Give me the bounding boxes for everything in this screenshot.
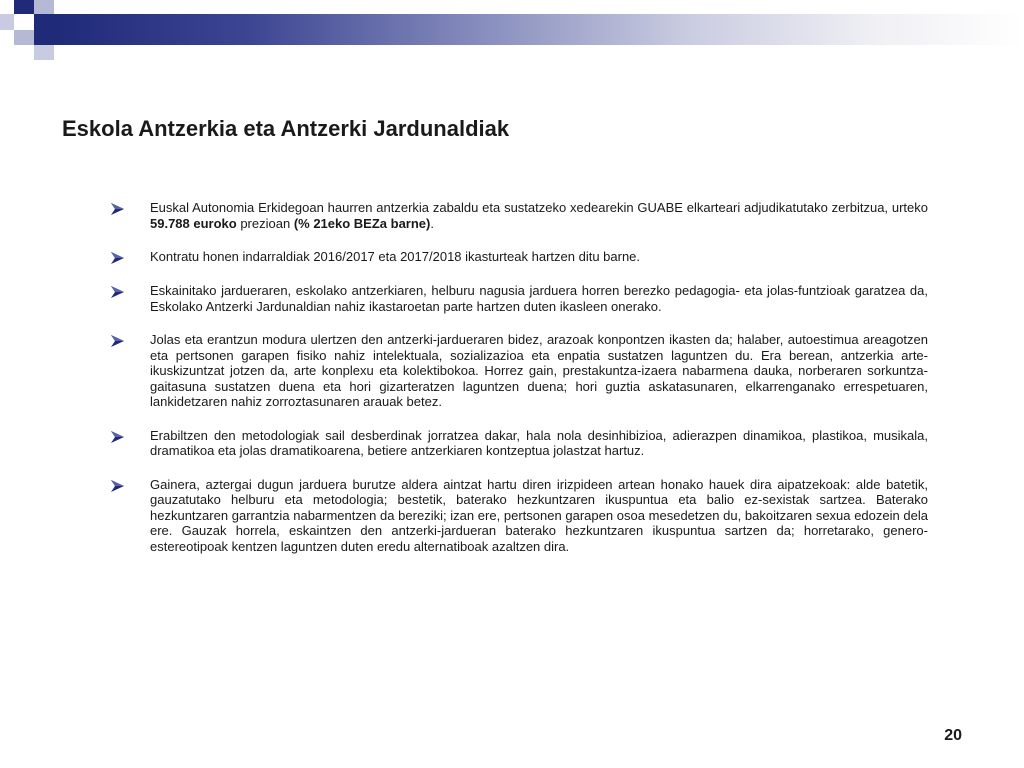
text-run: Jolas eta erantzun modura ulertzen den antzerki-jardueraren bidez, arazoak konpontzen ikasten da; halaber, autoestimua areagotzen eta pertsonen garapen fisiko nahiz intelektuala, sozializazioa eta enpatia sustatzen laguntzen du. Era berean, antzerkia arte-ikuskizuntzat jotzen da, arte konplexu eta kolektibokoa. Horrez gain, prestakuntza-izaera nabarmena dauka, norberaren sorkuntza-gaitasuna sustatzen duena eta hori gizarteratzen laguntzen duena; hori guztia askatasunaren, elkarrenganako errespetuaren, lankidetzaren nahiz zorroztasunaren arauak betez. [150, 332, 928, 409]
text-run: Euskal Autonomia Erkidegoan haurren antzerkia zabaldu eta sustatzeko xedearekin GUABE elkarteari adjudikatutako zerbitzua, urteko [150, 200, 928, 215]
page-number: 20 [944, 727, 962, 744]
text-run: Kontratu honen indarraldiak 2016/2017 eta 2017/2018 ikasturteak hartzen ditu barne. [150, 249, 641, 264]
slide-title: Eskola Antzerkia eta Antzerki Jardunaldiak [62, 116, 510, 141]
text-run: prezioan [236, 215, 294, 231]
bullet-text [150, 249, 928, 265]
decor-square [14, 30, 34, 45]
text-run: Eskainitako jardueraren, eskolako antzerkiaren, helburu nagusia jarduera horren berezko pedagogia- eta jolas-funtzioak garatzea da, Eskolako Antzerki Jardunaldian nahiz ikastaroetan parte hartzen duten ikasleen onerako. [150, 283, 928, 314]
bullet-text [150, 200, 928, 231]
decor-square [0, 14, 14, 30]
decor-square [14, 14, 34, 30]
bullet-text [150, 428, 928, 459]
arrowhead-bullet-icon [110, 202, 126, 216]
bullet-item [110, 283, 928, 314]
bold-text: (% 21eko BEZa barne) [293, 215, 431, 231]
arrowhead-bullet-icon [110, 430, 126, 444]
bullet-item [110, 249, 928, 265]
bullet-text [150, 477, 928, 555]
text-run: Gainera, aztergai dugun jarduera burutze aldera aintzat hartu diren irizpideen artean honako hauek dira aipatzekoak: alde batetik, gauzatutako helburu eta metodologia; bestetik, baterako hezkuntzaren ikuspuntua eta balio ez-sexistak sartzea. Baterako hezkuntzaren garrantzia nabarmentzen da bereziki; izan ere, pertsonen garapen osoa mesedetzen du, bakoitzaren sexua edozein dela ere. Gauzak horrela, eskaintzen den antzerki-jardueran baterako hezkuntzaren ikuspuntua sartzen da; horretarako, genero-estereotipoak kentzen laguntzen duten eredu alternatiboak azaltzen dira. [150, 476, 928, 554]
decor-square [34, 14, 54, 45]
arrowhead-bullet-icon [110, 285, 126, 299]
text-run: . [430, 215, 434, 231]
arrowhead-bullet-icon [110, 479, 126, 493]
decor-square [14, 0, 34, 14]
arrowhead-bullet-icon [110, 251, 126, 265]
bold-text: 59.788 euroko [150, 215, 237, 231]
bullet-item [110, 428, 928, 459]
header-gradient-bar [54, 14, 1024, 45]
arrowhead-bullet-icon [110, 334, 126, 348]
bullet-text [150, 332, 928, 410]
bullet-item [110, 200, 928, 231]
text-run: Erabiltzen den metodologiak sail desberdinak jorratzea dakar, hala nola desinhibizioa, adierazpen dinamikoa, plastikoa, musikala, dramatikoa eta jolas dramatikoarena, betiere antzerkiaren kontzeptua jolastzat hartuz. [150, 427, 928, 458]
header-decoration [0, 0, 1024, 60]
bullet-list [110, 200, 928, 572]
decor-square [34, 0, 54, 14]
bullet-item [110, 477, 928, 555]
decor-square [34, 45, 54, 60]
bullet-item [110, 332, 928, 410]
bullet-text [150, 283, 928, 314]
